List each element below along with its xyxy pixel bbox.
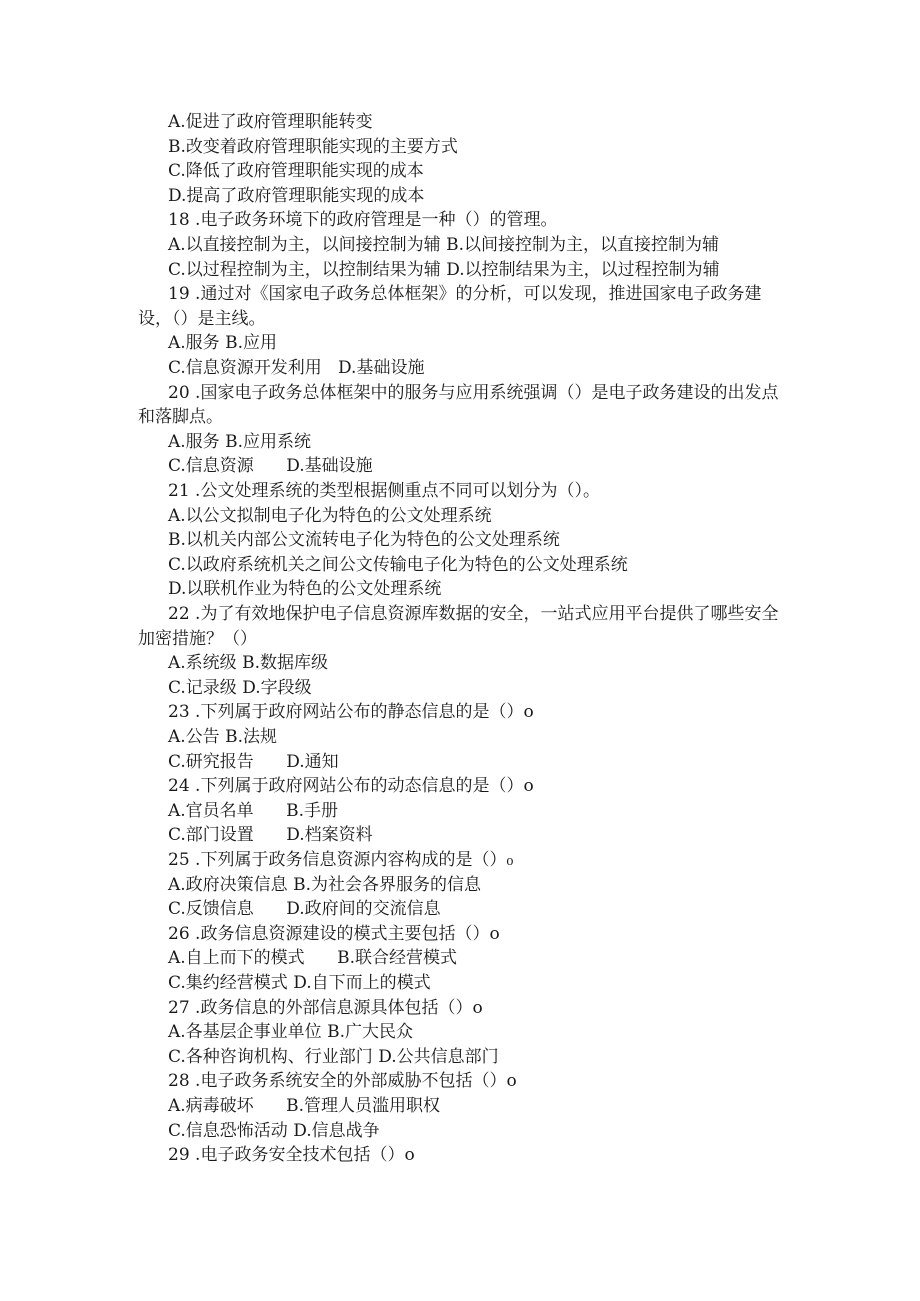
question-line: 18 .电子政务环境下的政府管理是一种（）的管理。 [168, 210, 558, 231]
option-line: C.各种咨询机构、行业部门 D.公共信息部门 [168, 1046, 499, 1067]
option-line: B.以机关内部公文流转电子化为特色的公文处理系统 [168, 530, 560, 551]
option-line: A.以直接控制为主，以间接控制为辅 B.以间接控制为主，以直接控制为辅 [168, 235, 719, 255]
option-line: C.以过程控制为主，以控制结果为辅 D.以控制结果为主，以过程控制为辅 [168, 259, 720, 280]
option-line: C.集约经营模式 D.自下而上的模式 [168, 973, 431, 993]
option-line: A.病毒破坏 B.管理人员滥用职权 [168, 1096, 440, 1116]
question-line: 21 .公文处理系统的类型根据侧重点不同可以划分为（）。 [168, 481, 600, 501]
option-line: A.以公文拟制电子化为特色的公文处理系统 [168, 505, 492, 526]
question-line: 25 .下列属于政务信息资源内容构成的是（）₀ [168, 850, 514, 870]
option-line: A.各基层企事业单位 B.广大民众 [168, 1022, 413, 1043]
option-line: C.以政府系统机关之间公文传输电子化为特色的公文处理系统 [168, 554, 628, 575]
question-line: 23 .下列属于政府网站公布的静态信息的是（）o [168, 702, 534, 723]
option-line: C.信息资源 D.基础设施 [168, 456, 373, 477]
option-line: C.研究报告 D.通知 [168, 751, 339, 772]
question-line: 24 .下列属于政府网站公布的动态信息的是（）o [168, 776, 534, 797]
question-line: 20 .国家电子政务总体框架中的服务与应用系统强调（）是电子政务建设的出发点 [168, 382, 779, 403]
option-line: A.公告 B.法规 [168, 727, 277, 747]
question-line: 27 .政务信息的外部信息源具体包括（）o [168, 997, 483, 1018]
question-line: 29 .电子政务安全技术包括（）o [168, 1145, 415, 1166]
option-line: A.服务 B.应用 [168, 333, 277, 354]
question-continuation-line: 和落脚点。 [138, 407, 223, 428]
option-line: D.提高了政府管理职能实现的成本 [168, 185, 425, 206]
option-line: A.系统级 B.数据库级 [168, 653, 328, 674]
option-line: D.以联机作业为特色的公文处理系统 [168, 579, 442, 600]
option-line: B.改变着政府管理职能实现的主要方式 [168, 136, 458, 157]
question-continuation-line: 加密措施？（） [138, 628, 257, 649]
option-line: C.反馈信息 D.政府间的交流信息 [168, 899, 441, 920]
question-continuation-line: 设，（）是主线。 [138, 308, 266, 329]
question-line: 22 .为了有效地保护电子信息资源库数据的安全，一站式应用平台提供了哪些安全 [168, 604, 779, 624]
option-line: C.记录级 D.字段级 [168, 677, 312, 698]
option-line: A.政府决策信息 B.为社会各界服务的信息 [168, 874, 481, 895]
question-line: 26 .政务信息资源建设的模式主要包括（）o [168, 923, 500, 944]
question-line: 28 .电子政务系统安全的外部威胁不包括（）o [168, 1071, 517, 1092]
option-line: A.促进了政府管理职能转变 [168, 112, 373, 132]
option-line: A.服务 B.应用系统 [168, 431, 311, 452]
option-line: C.信息资源开发利用 D.基础设施 [168, 358, 425, 378]
question-line: 19 .通过对《国家电子政务总体框架》的分析，可以发现，推进国家电子政务建 [168, 284, 762, 305]
option-line: C.信息恐怖活动 D.信息战争 [168, 1120, 380, 1141]
option-line: C.降低了政府管理职能实现的成本 [168, 161, 424, 182]
option-line: A.官员名单 B.手册 [168, 800, 338, 821]
option-line: A.自上而下的模式 B.联合经营模式 [168, 948, 457, 969]
option-line: C.部门设置 D.档案资料 [168, 825, 373, 846]
